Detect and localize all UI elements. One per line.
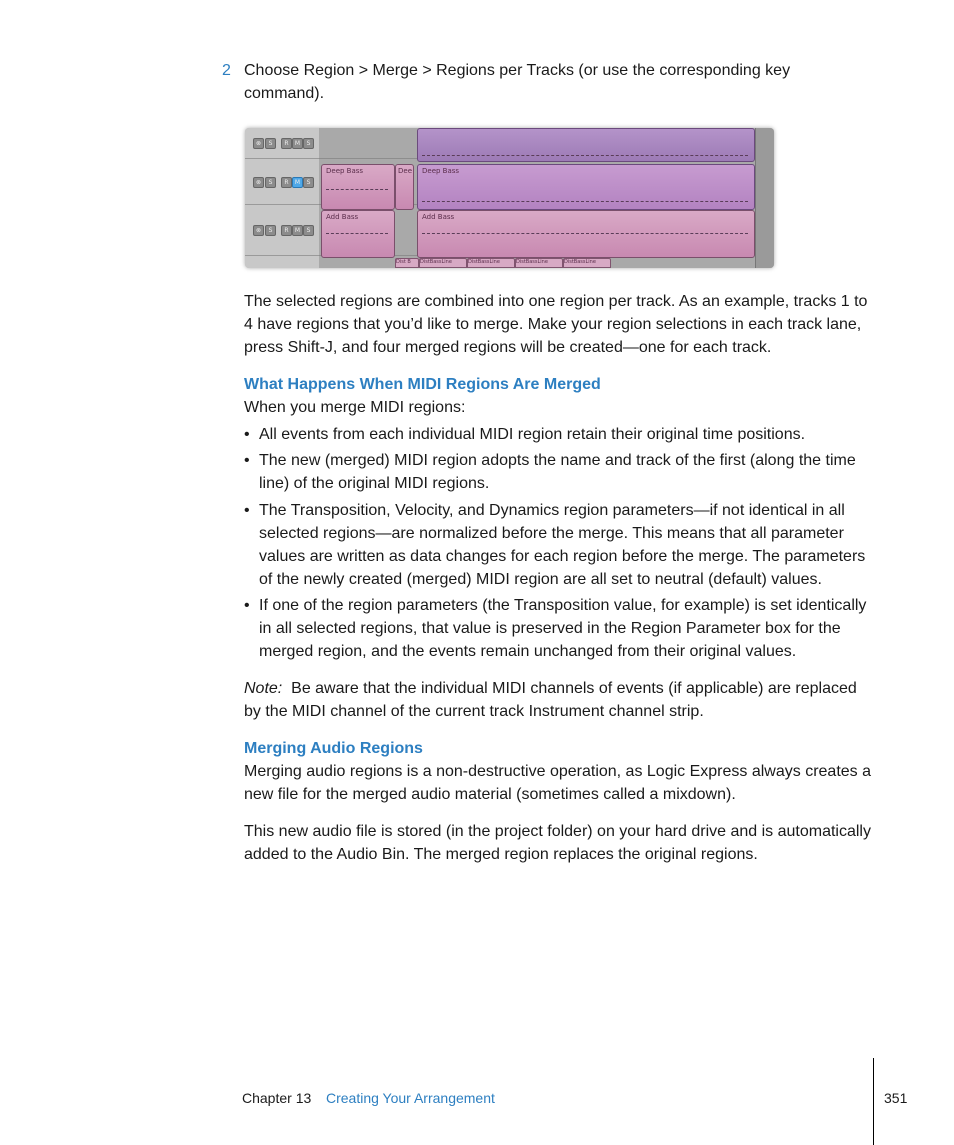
audio-region: DistBassLine: [467, 258, 515, 268]
track-header-1: [245, 128, 319, 159]
bullet-item: [244, 449, 872, 495]
solo-button: S: [265, 138, 276, 149]
midi-region: [417, 128, 755, 162]
note-paragraph: [244, 677, 872, 723]
bullet-icon: •: [244, 502, 250, 519]
track-header-2: [245, 159, 319, 205]
bullet-item: [244, 499, 872, 591]
section-heading-midi: What Happens When MIDI Regions Are Merged: [244, 376, 601, 393]
region-name: Add Bass: [326, 213, 359, 221]
footer-divider: [873, 1058, 874, 1145]
step-number: 2: [222, 62, 231, 79]
midi-events: [326, 189, 388, 190]
mute-button: M: [292, 138, 303, 149]
record-button: R: [281, 138, 292, 149]
midi-events: [422, 155, 748, 156]
bullet-text: All events from each individual MIDI region retain their original time positions.: [259, 426, 806, 443]
midi-region-add-bass-merged: [417, 210, 755, 258]
arrange-window-screenshot: [245, 128, 774, 268]
bullet-item: [244, 423, 872, 446]
bullet-icon: •: [244, 452, 250, 469]
bullet-icon: •: [244, 426, 250, 443]
audio-region: DistBassLine: [419, 258, 467, 268]
vertical-scrollbar: [755, 128, 774, 268]
track-header-3: [245, 205, 319, 256]
midi-events: [326, 233, 388, 234]
audio-region: DistBassLine: [563, 258, 611, 268]
record-button: R: [281, 225, 292, 236]
midi-region-add-bass: [321, 210, 395, 258]
record-button: R: [281, 177, 292, 188]
region-name: Deep Bass: [326, 167, 364, 175]
region-name: Add Bass: [422, 213, 455, 221]
bullet-text: The Transposition, Velocity, and Dynamics region parameters—if not identical in all selected regions—are normalized before the merge. This means that all parameter values are written as data changes for each region before the merge. The parameters of the newly created (merged) MIDI region are all set to neutral (default) values.: [259, 502, 866, 588]
cycle-icon: ⊗: [253, 177, 264, 188]
midi-events: [422, 233, 748, 234]
footer-chapter: Chapter 13: [242, 1090, 312, 1106]
step-text: Choose Region > Merge > Regions per Tracks (or use the corresponding key command).: [244, 62, 791, 102]
midi-region-deep-bass: [321, 164, 395, 210]
note-label: Note:: [244, 680, 283, 697]
bullet-text: If one of the region parameters (the Transposition value, for example) is set identically in all selected regions, that value is preserved in the Region Parameter box for the merged region, and the events remain unchanged from their original values.: [259, 597, 867, 660]
bullet-icon: •: [244, 597, 250, 614]
bullet-text: The new (merged) MIDI region adopts the name and track of the first (along the time line) of the original MIDI regions.: [259, 452, 856, 492]
audio-paragraph-2: This new audio file is stored (in the project folder) on your hard drive and is automatically added to the Audio Bin. The merged region replaces the original regions.: [244, 823, 871, 863]
audio-paragraph-1: Merging audio regions is a non-destructive operation, as Logic Express always creates a new file for the merged audio material (sometimes called a mixdown).: [244, 763, 871, 803]
track-header-4: [245, 256, 319, 268]
intro-paragraph: The selected regions are combined into one region per track. As an example, tracks 1 to 4 have regions that you’d like to merge. Make your region selections in each track lane, press Shift-J, and four merged regions will be created—one for each track.: [244, 293, 868, 356]
cycle-icon: ⊗: [253, 225, 264, 236]
solo-button: S: [265, 177, 276, 188]
solo-button: S: [303, 177, 314, 188]
page-number: 351: [884, 1090, 908, 1106]
footer-chapter-title: Creating Your Arrangement: [326, 1090, 495, 1106]
midi-events: [422, 201, 748, 202]
bullet-item: [244, 594, 872, 663]
audio-region: Dist B: [395, 258, 419, 268]
midi-region-deep-bass-merged: [417, 164, 755, 210]
region-name: Deep Bass: [422, 167, 460, 175]
solo-button: S: [265, 225, 276, 236]
solo-button: S: [303, 138, 314, 149]
cycle-icon: ⊗: [253, 138, 264, 149]
section-lead: When you merge MIDI regions:: [244, 399, 466, 416]
solo-button: S: [303, 225, 314, 236]
midi-region-dee: [395, 164, 414, 210]
mute-button-active: M: [292, 177, 303, 188]
audio-region: DistBassLine: [515, 258, 563, 268]
mute-button: M: [292, 225, 303, 236]
note-text: Be aware that the individual MIDI channels of events (if applicable) are replaced by the MIDI channel of the current track Instrument channel strip.: [244, 680, 857, 720]
region-name: Dee: [398, 167, 413, 175]
section-heading-audio: Merging Audio Regions: [244, 740, 423, 757]
